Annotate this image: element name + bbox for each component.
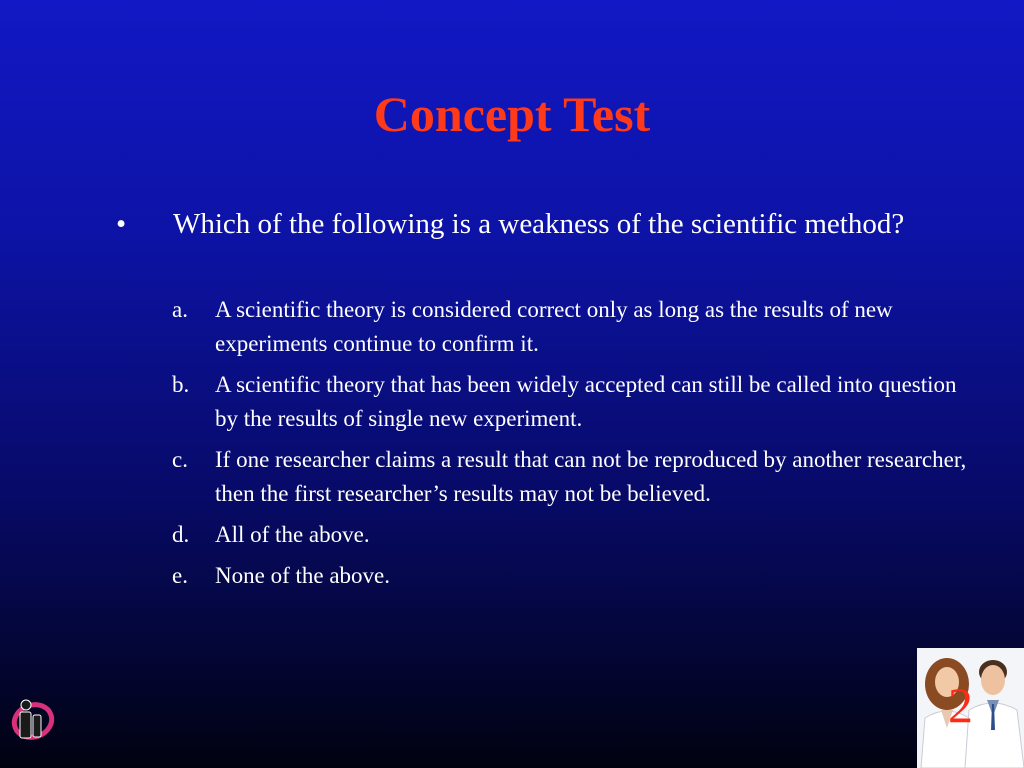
option-text: A scientific theory is considered correct only as long as the results of new experiments continue to confirm it. [215, 297, 893, 356]
question [116, 203, 936, 245]
option-letter: d. [172, 522, 190, 547]
option-text: If one researcher claims a result that can not be reproduced by another researcher, then the first researcher’s results may not be believed. [215, 447, 967, 506]
slide-title: Concept Test [373, 86, 651, 142]
option-text: A scientific theory that has been widely accepted can still be called into question by the results of single new experiment. [215, 372, 957, 431]
answer-options [172, 293, 982, 600]
option-e [172, 559, 982, 593]
option-c [172, 443, 982, 511]
option-d [172, 518, 982, 552]
bullet-icon: • [116, 208, 127, 240]
question-text: Which of the following is a weakness of the scientific method? [173, 208, 905, 240]
info-logo-icon [7, 693, 55, 745]
option-text: All of the above. [215, 522, 370, 547]
option-letter: e. [172, 563, 188, 588]
option-letter: a. [172, 297, 188, 322]
option-a [172, 293, 982, 361]
option-text: None of the above. [215, 563, 390, 588]
option-letter: c. [172, 447, 188, 472]
page-number: 2 [948, 677, 973, 733]
option-letter: b. [172, 372, 190, 397]
option-b [172, 368, 982, 436]
